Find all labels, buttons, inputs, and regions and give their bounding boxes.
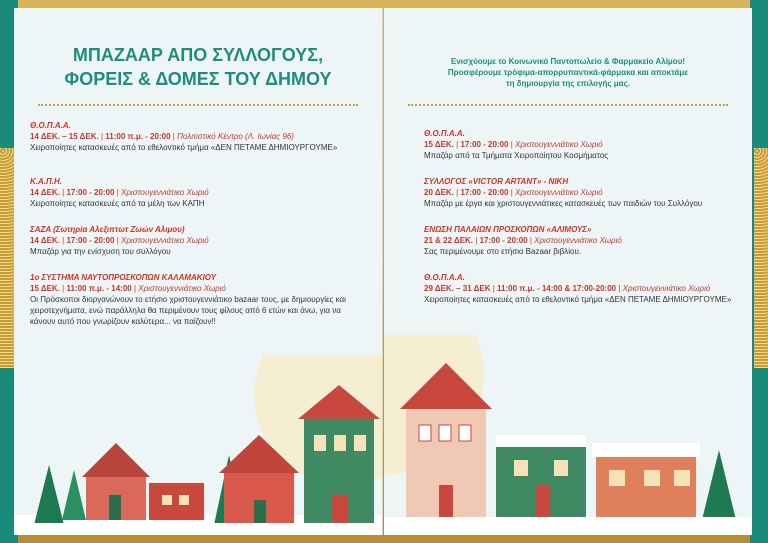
event-entry: Κ.Α.Π.Η. 14 ΔΕΚ. | 17:00 - 20:00 | Χριστουγεννιάτικο Χωριό Χειροποίητες κατασκευές από τα μέλη των ΚΑΠΗ (30, 176, 370, 209)
gold-glitter-right (754, 148, 768, 368)
event-title: Θ.Ο.Π.Α.Α. (424, 273, 465, 282)
event-description: Χειροποίητες κατασκευές από τα μέλη των ΚΑΠΗ (30, 199, 205, 208)
christmas-village-illustration (384, 335, 752, 535)
christmas-village-illustration (14, 355, 382, 535)
event-location: Πολιτιστικό Κέντρο (Λ. Ιωνίας 96) (177, 132, 294, 141)
event-time: 17:00 - 20:00 (460, 188, 509, 197)
gold-glitter-left (0, 148, 14, 368)
event-date: 14 ΔΕΚ. (30, 188, 60, 197)
house-icon (596, 455, 696, 520)
event-date: 20 ΔΕΚ. (424, 188, 454, 197)
event-title: 1ο ΣΥΣΤΗΜΑ ΝΑΥΤΟΠΡΟΣΚΟΠΩΝ ΚΑΛΑΜΑΚΙΟΥ (30, 273, 217, 282)
page-title-line1: ΜΠΑΖΑΑΡ ΑΠΟ ΣΥΛΛΟΓΟΥΣ, (72, 45, 324, 65)
event-entry: Θ.Ο.Π.Α.Α. 29 ΔΕΚ. – 31 ΔΕΚ | 11:00 π.μ. - 14:00 & 17:00-20:00 | Χριστουγεννιάτικο Χωριό Χειροποίητες κατασκευές από το εθελοντικό τμήμα «ΔΕΝ ΠΕΤΑΜΕ ΔΗΜΙΟΥΡΓΟΥΜΕ» (424, 272, 750, 305)
event-location: Χριστουγεννιάτικο Χωριό (121, 188, 209, 197)
event-location: Χριστουγεννιάτικο Χωριό (515, 188, 603, 197)
event-description: Οι Πρόσκοποι διοργανώνουν το ετήσιο χριστουγεννιάτικο bazaar τους, με δημιουργίες και χειροτεχνήματα, ενώ παράλληλα θα περιμένουν τους φίλους από 6 ετών και άνω, για να κάνουν αυτό που γνωρίζουν καλύτερα... να παίζουν!! (30, 295, 346, 326)
event-description: Χειροποίητες κατασκευές από το εθελοντικό τμήμα «ΔΕΝ ΠΕΤΑΜΕ ΔΗΜΙΟΥΡΓΟΥΜΕ» (30, 143, 338, 152)
event-title: Θ.Ο.Π.Α.Α. (30, 121, 71, 130)
event-date: 14 ΔΕΚ. (30, 236, 60, 245)
event-description: Χειροποίητες κατασκευές από το εθελοντικό τμήμα «ΔΕΝ ΠΕΤΑΜΕ ΔΗΜΙΟΥΡΓΟΥΜΕ» (424, 295, 732, 304)
event-description: Μπαζάρ με έργα και χριστουγεννιάτικες κατασκευές των παιδιών του Συλλόγου (424, 199, 703, 208)
event-description: Μπαζάρ για την ενίσχυση του συλλόγου (30, 247, 171, 256)
event-entry: Θ.Ο.Π.Α.Α. 15 ΔΕΚ. | 17:00 - 20:00 | Χριστουγεννιάτικο Χωριό Μπαζάρ από τα Τμήματα Χειροποίητου Κοσμήματος (424, 128, 752, 161)
event-title: Κ.Α.Π.Η. (30, 177, 62, 186)
event-time: 11:00 π.μ. - 14:00 (66, 284, 132, 293)
intro-line: τη δημιουργία της επιλογής μας. (506, 79, 630, 88)
event-entry: ΕΝΩΣΗ ΠΑΛΑΙΩΝ ΠΡΟΣΚΟΠΩΝ «ΑΛΙΜΟΥΣ» 21 & 22 ΔΕΚ. | 17:00 - 20:00 | Χριστουγεννιάτικο Χωριό Σας περιμένουμε στο ετήσιο Bazaar βιβλίου. (424, 224, 752, 257)
event-date: 15 ΔΕΚ. (30, 284, 60, 293)
event-entry: ΣΥΛΛΟΓΟΣ «VICTOR ARTANT» - ΝΙΚΗ 20 ΔΕΚ. | 17:00 - 20:00 | Χριστουγεννιάτικο Χωριό Μπαζάρ με έργα και χριστουγεννιάτικες κατασκευές των παιδιών του Συλλόγου (424, 176, 752, 209)
pine-tree-icon (34, 465, 64, 525)
event-description: Σας περιμένουμε στο ετήσιο Bazaar βιβλίου. (424, 247, 582, 256)
intro-line: Προσφέρουμε τρόφιμα-απορρυπαντικά-φάρμακα και αποκτάμε (447, 68, 689, 77)
event-date: 14 ΔΕΚ. – 15 ΔΕΚ. (30, 132, 99, 141)
event-time: 17:00 - 20:00 (479, 236, 528, 245)
page-title-line2: ΦΟΡΕΙΣ & ΔΟΜΕΣ ΤΟΥ ΔΗΜΟΥ (64, 69, 332, 89)
pine-tree-icon (702, 450, 736, 520)
dotted-divider (408, 104, 728, 106)
event-time: 11:00 π.μ. - 14:00 & 17:00-20:00 (497, 284, 617, 293)
event-entry: Θ.Ο.Π.Α.Α. 14 ΔΕΚ. – 15 ΔΕΚ. | 11:00 π.μ. - 20:00 | Πολιτιστικό Κέντρο (Λ. Ιωνίας 96) Χειροποίητες κατασκευές από το εθελοντικό τμήμα «ΔΕΝ ΠΕΤΑΜΕ ΔΗΜΙΟΥΡΓΟΥΜΕ» (30, 120, 370, 153)
event-entry: 1ο ΣΥΣΤΗΜΑ ΝΑΥΤΟΠΡΟΣΚΟΠΩΝ ΚΑΛΑΜΑΚΙΟΥ 15 ΔΕΚ. | 11:00 π.μ. - 14:00 | Χριστουγεννιάτικο Χωριό Οι Πρόσκοποι διοργανώνουν το ετήσιο χριστουγεννιάτικο bazaar τους, με δημιουργίες και χειροτεχνήματα, ενώ παράλληλα θα περιμένουν τους φίλους από 6 ετών και άνω, για να κάνουν αυτό που γνωρίζουν καλύτερα... να παίζουν!! (30, 272, 368, 327)
event-location: Χριστουγεννιάτικο Χωριό (138, 284, 226, 293)
event-location: Χριστουγεννιάτικο Χωριό (121, 236, 209, 245)
event-location: Χριστουγεννιάτικο Χωριό (515, 140, 603, 149)
event-description: Μπαζάρ από τα Τμήματα Χειροποίητου Κοσμήματος (424, 151, 609, 160)
event-date: 29 ΔΕΚ. – 31 ΔΕΚ (424, 284, 491, 293)
event-title: ΣΑΖΑ (Σωτηρία Αλεξιπτωτ Ζωών Αλιμου) (30, 225, 185, 234)
event-date: 21 & 22 ΔΕΚ. (424, 236, 474, 245)
pine-tree-icon (62, 470, 86, 520)
intro-line: Ενισχύουμε το Κοινωνικό Παντοπωλείο & Φαρμακείο Αλίμου! (450, 57, 686, 66)
event-time: 17:00 - 20:00 (460, 140, 509, 149)
right-page (384, 8, 752, 535)
event-time: 17:00 - 20:00 (66, 188, 115, 197)
event-location: Χριστουγεννιάτικο Χωριό (534, 236, 622, 245)
event-time: 17:00 - 20:00 (66, 236, 115, 245)
event-title: ΣΥΛΛΟΓΟΣ «VICTOR ARTANT» - ΝΙΚΗ (424, 177, 569, 186)
event-entry: ΣΑΖΑ (Σωτηρία Αλεξιπτωτ Ζωών Αλιμου) 14 ΔΕΚ. | 17:00 - 20:00 | Χριστουγεννιάτικο Χωριό Μπαζάρ για την ενίσχυση του συλλόγου (30, 224, 370, 257)
dotted-divider (38, 104, 358, 106)
snow-ground (384, 517, 752, 535)
house-icon (149, 483, 204, 520)
event-date: 15 ΔΕΚ. (424, 140, 454, 149)
event-location: Χριστουγεννιάτικο Χωριό (622, 284, 711, 293)
event-title: ΕΝΩΣΗ ΠΑΛΑΙΩΝ ΠΡΟΣΚΟΠΩΝ «ΑΛΙΜΟΥΣ» (424, 225, 592, 234)
left-page (14, 8, 383, 535)
event-title: Θ.Ο.Π.Α.Α. (424, 129, 465, 138)
event-time: 11:00 π.μ. - 20:00 (105, 132, 171, 141)
